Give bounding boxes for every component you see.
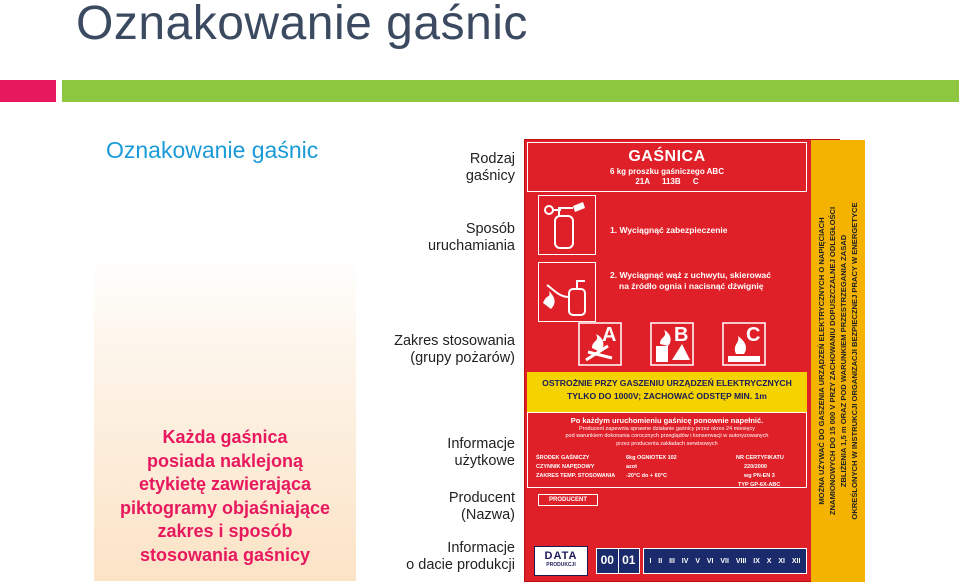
table-cell: NR CERTYFIKATU xyxy=(736,455,784,461)
warning-line: TYLKO DO 1000V; ZACHOWAĆ ODSTĘP MIN. 1m xyxy=(567,391,767,401)
panel-desc-line: Każda gaśnica xyxy=(162,427,288,447)
fire-class-label: A xyxy=(602,324,617,346)
month-cell: II xyxy=(658,557,663,565)
callout-line: (grupy pożarów) xyxy=(410,350,515,366)
callout-line: Producent xyxy=(448,490,515,506)
info-head: Po każdym uruchomieniu gaśnicę ponownie napełnić. xyxy=(570,416,764,425)
month-cell: XII xyxy=(791,557,801,565)
month-cell: VII xyxy=(720,557,729,565)
production-date-box xyxy=(534,546,588,576)
pictogram-pull-pin xyxy=(538,195,596,255)
electrical-use-text xyxy=(816,151,860,571)
step-2-line: 2. Wyciągnąć wąż z uchwytu, skierować xyxy=(610,270,771,280)
month-cell: VI xyxy=(706,557,714,565)
table-cell: TYP GP-6X-ABC xyxy=(738,482,781,488)
month-cell: V xyxy=(695,557,700,565)
label-header xyxy=(527,142,807,192)
table-row xyxy=(536,473,798,482)
panel-description xyxy=(94,426,356,567)
electrical-warning xyxy=(527,372,807,412)
table-cell xyxy=(626,482,738,491)
table-cell: ŚRODEK GAŚNICZY xyxy=(536,455,590,461)
date-day-cell: 00 xyxy=(597,549,619,573)
date-day-box xyxy=(596,548,640,574)
slide-title: Oznakowanie gaśnic xyxy=(76,0,528,50)
month-cell: VIII xyxy=(735,557,747,565)
hose-icon xyxy=(539,263,594,320)
panel-desc-line: stosowania gaśnicy xyxy=(139,544,311,565)
table-cell: azot xyxy=(626,464,637,470)
table-row xyxy=(536,455,798,464)
callout-line: Rodzaj xyxy=(469,151,515,167)
info-body-line: przez producenta zakładach serwisowych xyxy=(616,440,718,447)
callout-line: Informacje xyxy=(447,436,515,452)
month-cell: I xyxy=(649,557,652,565)
step-1-text: 1. Wyciągnąć zabezpieczenie xyxy=(610,225,728,235)
fire-class-c-icon xyxy=(722,322,766,366)
side-text-line: OKREŚLONYCH W INSTRUKCJI ORGANIZACJI BEZPIECZNEJ PRACY W ENERGETYCE xyxy=(850,202,859,520)
callout-rodzaj xyxy=(466,151,515,185)
label-ratings: 21A 113B C xyxy=(635,177,699,186)
panel-desc-line: zakres i sposób xyxy=(157,521,293,541)
month-cell: IX xyxy=(753,557,760,565)
callout-producent xyxy=(449,490,515,524)
panel-desc-line: etykietę zawierająca xyxy=(138,474,312,494)
producer-box: PRODUCENT xyxy=(538,494,598,506)
callout-sposob xyxy=(428,221,515,255)
table-row xyxy=(536,482,798,491)
month-cell: X xyxy=(766,557,772,565)
month-cell: XI xyxy=(778,557,785,565)
panel-desc-line: posiada naklejoną xyxy=(146,450,304,471)
spec-table xyxy=(536,455,798,491)
table-cell: 220/2000 xyxy=(744,464,767,470)
info-body-line: pod warunkiem dokonania corocznych przeglądów i konserwacji w autoryzowanych xyxy=(565,433,769,440)
table-cell: -20°C do + 60°C xyxy=(626,473,667,479)
label-title: GAŚNICA xyxy=(628,148,706,165)
month-cell: III xyxy=(669,557,675,565)
fire-class-label: C xyxy=(746,324,761,346)
fire-class-label: B xyxy=(674,324,689,346)
callout-line: (Nazwa) xyxy=(461,507,515,523)
callout-line: Informacje xyxy=(447,540,515,556)
table-cell: CZYNNIK NAPĘDOWY xyxy=(536,464,595,470)
step-2-line: na źródło ognia i nacisnąć dźwignię xyxy=(619,281,764,291)
table-cell: wg PN-EN 3 xyxy=(744,473,775,479)
date-word: DATA xyxy=(544,550,578,562)
table-row xyxy=(536,464,798,473)
callout-info xyxy=(447,436,515,470)
accent-bar-green xyxy=(62,80,959,102)
step-2-text xyxy=(610,270,771,292)
date-month-box xyxy=(643,548,807,574)
date-sub: PRODUKCJI xyxy=(546,562,576,568)
side-text-line: MOŻNA UŻYWAĆ DO GASZENIA URZĄDZEŃ ELEKTRYCZNYCH O NAPIĘCIACH xyxy=(817,217,826,505)
side-text-line: ZBLIŻENIA 1,5 m ORAZ POD WARUNKIEM PRZESTRZEGANIA ZASAD xyxy=(839,234,848,488)
callout-line: uruchamiania xyxy=(427,238,515,254)
fire-class-b-icon xyxy=(650,322,694,366)
info-body xyxy=(528,426,806,448)
callout-line: Zakres stosowania xyxy=(394,333,515,349)
info-body-line: Producent zapewnia sprawne działanie gaśnicy przez okres 24 miesięcy xyxy=(578,426,756,432)
callout-data xyxy=(406,540,515,574)
pictogram-aim-hose xyxy=(538,262,596,322)
side-text-line: ZNAMIONOWYCH DO 15 000 V PRZY ZACHOWANIU DOPUSZCZALNEJ ODLEGŁOŚCI xyxy=(828,206,837,516)
warning-line: OSTROŻNIE PRZY GASZENIU URZĄDZEŃ ELEKTRYCZNYCH xyxy=(542,378,792,388)
panel-desc-line: piktogramy objaśniające xyxy=(119,497,331,518)
table-cell xyxy=(536,482,626,491)
callout-line: gaśnicy xyxy=(465,168,515,184)
callout-line: Sposób xyxy=(465,221,515,237)
date-day-cell: 01 xyxy=(622,553,636,567)
callout-line: o dacie produkcji xyxy=(406,557,515,573)
callout-line: użytkowe xyxy=(454,453,515,469)
table-cell: 6kg OGNIOTEX 102 xyxy=(626,455,677,461)
pull-pin-icon xyxy=(539,196,594,253)
callout-zakres xyxy=(394,333,515,367)
month-cell: IV xyxy=(681,557,689,565)
electrical-use-strip xyxy=(811,140,865,582)
table-cell: ZAKRES TEMP. STOSOWANIA xyxy=(536,473,616,479)
accent-bar-pink xyxy=(0,80,56,102)
panel-title: Oznakowanie gaśnic xyxy=(106,137,319,163)
label-subtitle: 6 kg proszku gaśniczego ABC xyxy=(610,167,724,176)
fire-class-a-icon xyxy=(578,322,622,366)
usage-info xyxy=(527,412,807,488)
